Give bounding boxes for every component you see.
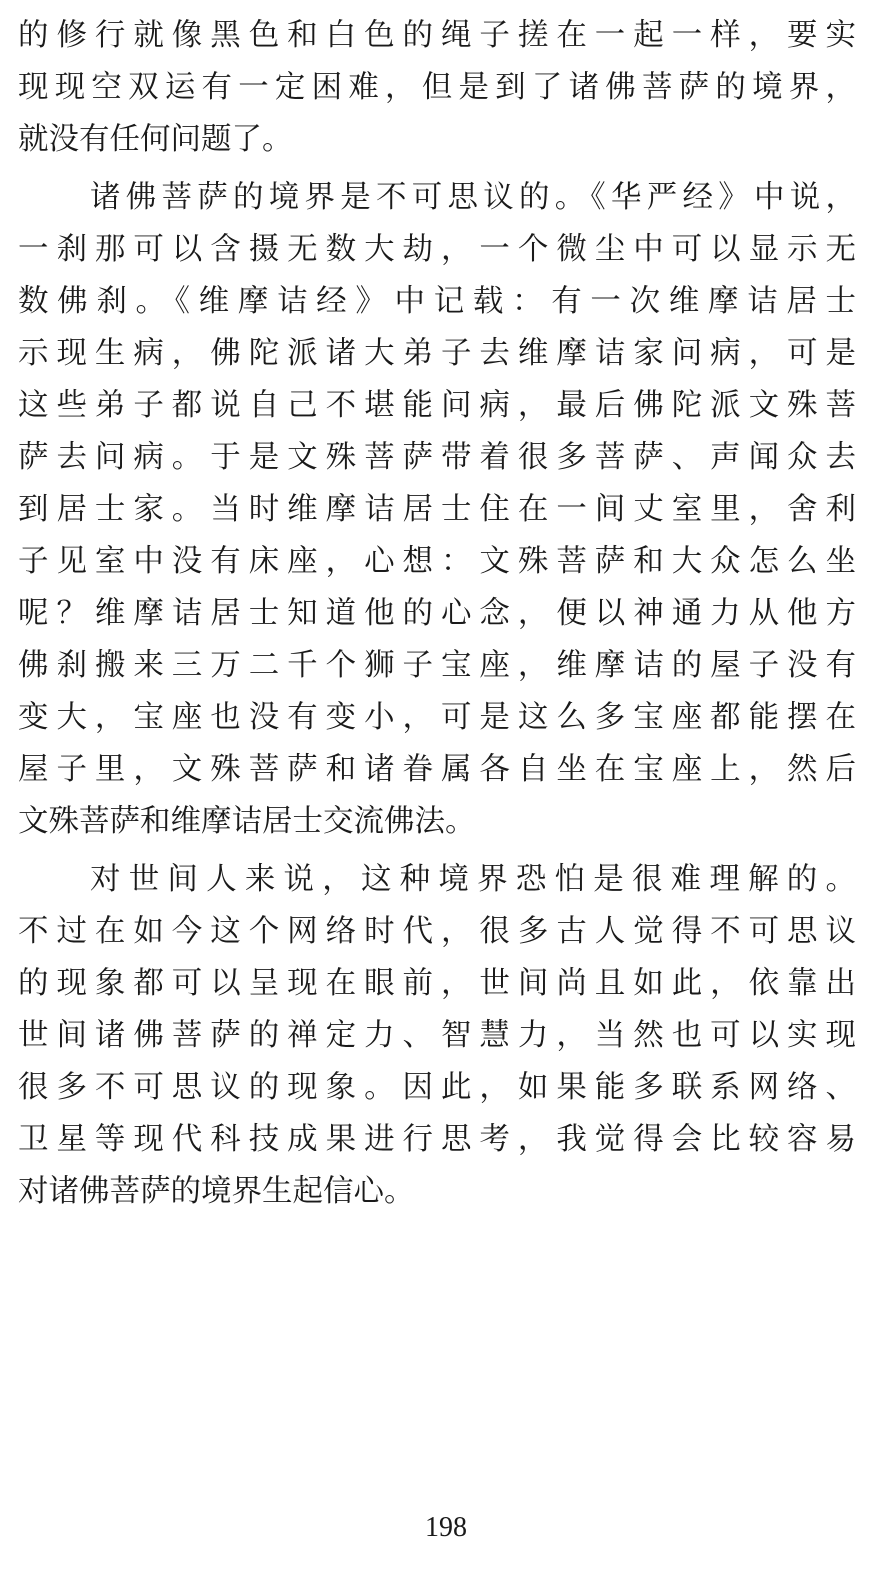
text-line: 这些弟子都说自己不堪能问病，最后佛陀派文殊菩: [18, 388, 856, 423]
text-line: 一刹那可以含摄无数大劫，一个微尘中可以显示无: [18, 232, 856, 267]
text-line: 就没有任何问题了。: [18, 122, 293, 157]
text-line: 诸佛菩萨的境界是不可思议的。《华严经》中说，: [90, 180, 856, 215]
paragraph-2: [18, 172, 856, 848]
text-line: 对世间人来说，这种境界恐怕是很难理解的。: [90, 862, 856, 897]
text-line: 很多不可思议的现象。因此，如果能多联系网络、: [18, 1070, 856, 1105]
paragraph-3: [18, 854, 856, 1218]
text-line: 世间诸佛菩萨的禅定力、智慧力，当然也可以实现: [18, 1018, 856, 1053]
text-line: 的现象都可以呈现在眼前，世间尚且如此，依靠出: [18, 966, 856, 1001]
text-line: 萨去问病。于是文殊菩萨带着很多菩萨、声闻众去: [18, 440, 856, 475]
text-line: 子见室中没有床座，心想：文殊菩萨和大众怎么坐: [18, 544, 856, 579]
text-line: 文殊菩萨和维摩诘居士交流佛法。: [18, 804, 476, 839]
page-body: [18, 10, 856, 1224]
text-line: 数佛刹。《维摩诘经》中记载：有一次维摩诘居士: [18, 284, 856, 319]
text-line: 佛刹搬来三万二千个狮子宝座，维摩诘的屋子没有: [18, 648, 856, 683]
text-line: 现现空双运有一定困难，但是到了诸佛菩萨的境界，: [18, 70, 856, 105]
text-line: 的修行就像黑色和白色的绳子搓在一起一样，要实: [18, 18, 856, 53]
page-number: 198: [425, 1512, 467, 1543]
text-line: 变大，宝座也没有变小，可是这么多宝座都能摆在: [18, 700, 856, 735]
text-line: 对诸佛菩萨的境界生起信心。: [18, 1174, 415, 1209]
text-line: 呢？维摩诘居士知道他的心念，便以神通力从他方: [18, 596, 856, 631]
text-line: 示现生病，佛陀派诸大弟子去维摩诘家问病，可是: [18, 336, 856, 371]
paragraph-1: [18, 10, 856, 166]
text-line: 不过在如今这个网络时代，很多古人觉得不可思议: [18, 914, 856, 949]
text-line: 到居士家。当时维摩诘居士住在一间丈室里，舍利: [18, 492, 856, 527]
text-line: 屋子里，文殊菩萨和诸眷属各自坐在宝座上，然后: [18, 752, 856, 787]
text-line: 卫星等现代科技成果进行思考，我觉得会比较容易: [18, 1122, 856, 1157]
